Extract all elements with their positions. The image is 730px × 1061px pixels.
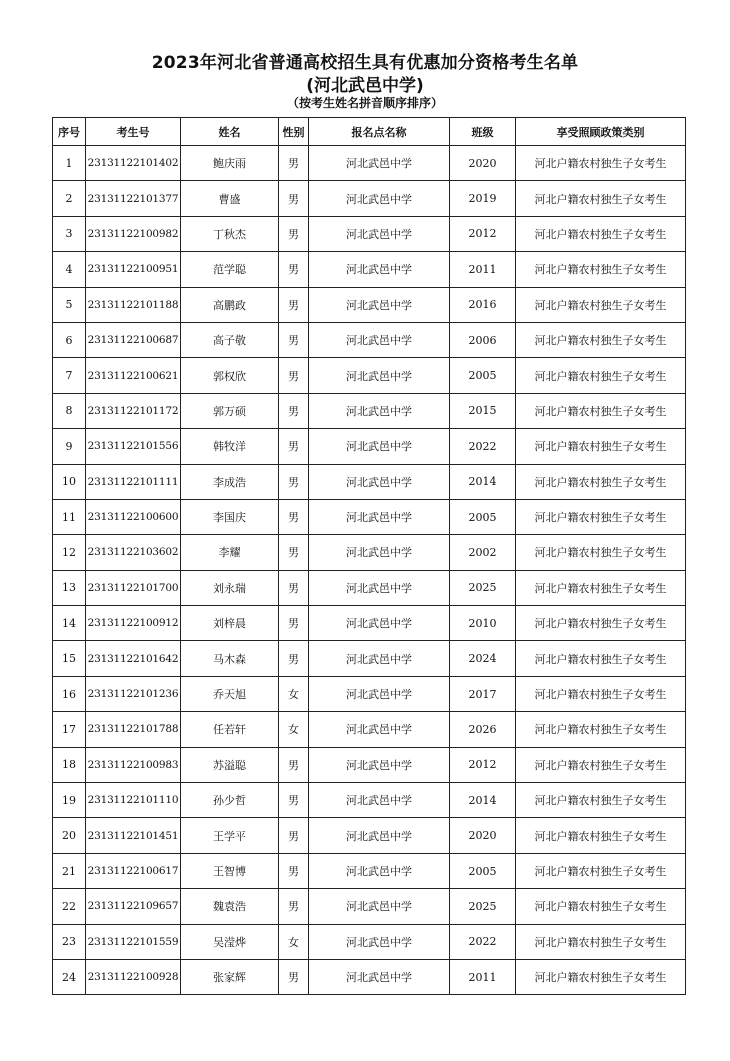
cell-registration-site: 河北武邑中学 <box>309 429 450 464</box>
cell-name: 李耀 <box>181 535 279 570</box>
cell-gender: 男 <box>279 606 309 641</box>
cell-policy-category: 河北户籍农村独生子女考生 <box>516 747 686 782</box>
cell-name: 任若轩 <box>181 712 279 747</box>
cell-gender: 男 <box>279 146 309 181</box>
cell-exam-number: 23131122101172 <box>86 393 181 428</box>
cell-exam-number: 23131122101556 <box>86 429 181 464</box>
cell-name: 刘梓晨 <box>181 606 279 641</box>
table-row <box>53 924 686 959</box>
cell-name: 李成浩 <box>181 464 279 499</box>
cell-registration-site: 河北武邑中学 <box>309 676 450 711</box>
cell-registration-site: 河北武邑中学 <box>309 358 450 393</box>
cell-index: 19 <box>53 783 86 818</box>
cell-name: 刘永瑞 <box>181 570 279 605</box>
cell-index: 5 <box>53 287 86 322</box>
cell-name: 韩牧洋 <box>181 429 279 464</box>
cell-policy-category: 河北户籍农村独生子女考生 <box>516 181 686 216</box>
table-row <box>53 535 686 570</box>
cell-name: 吴滢烨 <box>181 924 279 959</box>
cell-class: 2012 <box>450 216 516 251</box>
cell-registration-site: 河北武邑中学 <box>309 889 450 924</box>
table-row <box>53 783 686 818</box>
cell-exam-number: 23131122101110 <box>86 783 181 818</box>
cell-gender: 男 <box>279 393 309 428</box>
cell-class: 2014 <box>450 464 516 499</box>
cell-name: 郭权欣 <box>181 358 279 393</box>
cell-gender: 男 <box>279 429 309 464</box>
cell-index: 10 <box>53 464 86 499</box>
cell-policy-category: 河北户籍农村独生子女考生 <box>516 853 686 888</box>
cell-class: 2015 <box>450 393 516 428</box>
cell-exam-number: 23131122101188 <box>86 287 181 322</box>
cell-registration-site: 河北武邑中学 <box>309 853 450 888</box>
cell-policy-category: 河北户籍农村独生子女考生 <box>516 216 686 251</box>
cell-exam-number: 23131122100600 <box>86 499 181 534</box>
col-header-gender: 性别 <box>279 118 309 146</box>
cell-policy-category: 河北户籍农村独生子女考生 <box>516 429 686 464</box>
col-header-exam-number: 考生号 <box>86 118 181 146</box>
cell-name: 王智博 <box>181 853 279 888</box>
cell-exam-number: 23131122101788 <box>86 712 181 747</box>
cell-class: 2022 <box>450 924 516 959</box>
cell-exam-number: 23131122100928 <box>86 959 181 994</box>
table-row <box>53 818 686 853</box>
cell-policy-category: 河北户籍农村独生子女考生 <box>516 818 686 853</box>
cell-exam-number: 23131122101642 <box>86 641 181 676</box>
cell-gender: 女 <box>279 676 309 711</box>
cell-registration-site: 河北武邑中学 <box>309 535 450 570</box>
cell-registration-site: 河北武邑中学 <box>309 146 450 181</box>
cell-policy-category: 河北户籍农村独生子女考生 <box>516 535 686 570</box>
cell-name: 苏溢聪 <box>181 747 279 782</box>
cell-index: 13 <box>53 570 86 605</box>
cell-registration-site: 河北武邑中学 <box>309 322 450 357</box>
col-header-policy-category: 享受照顾政策类别 <box>516 118 686 146</box>
cell-exam-number: 23131122103602 <box>86 535 181 570</box>
cell-gender: 男 <box>279 216 309 251</box>
table-row <box>53 181 686 216</box>
cell-name: 李国庆 <box>181 499 279 534</box>
cell-index: 12 <box>53 535 86 570</box>
cell-gender: 女 <box>279 712 309 747</box>
cell-gender: 男 <box>279 464 309 499</box>
cell-gender: 男 <box>279 535 309 570</box>
cell-policy-category: 河北户籍农村独生子女考生 <box>516 606 686 641</box>
cell-policy-category: 河北户籍农村独生子女考生 <box>516 287 686 322</box>
cell-class: 2025 <box>450 889 516 924</box>
col-header-index: 序号 <box>53 118 86 146</box>
table-row <box>53 606 686 641</box>
table-row <box>53 676 686 711</box>
cell-exam-number: 23131122100912 <box>86 606 181 641</box>
cell-index: 7 <box>53 358 86 393</box>
cell-name: 高鹏政 <box>181 287 279 322</box>
cell-policy-category: 河北户籍农村独生子女考生 <box>516 322 686 357</box>
cell-gender: 男 <box>279 499 309 534</box>
cell-policy-category: 河北户籍农村独生子女考生 <box>516 924 686 959</box>
cell-class: 2025 <box>450 570 516 605</box>
cell-name: 曹盛 <box>181 181 279 216</box>
table-row <box>53 393 686 428</box>
cell-gender: 男 <box>279 853 309 888</box>
cell-registration-site: 河北武邑中学 <box>309 924 450 959</box>
cell-class: 2010 <box>450 606 516 641</box>
table-header-row <box>53 118 686 146</box>
cell-class: 2024 <box>450 641 516 676</box>
cell-exam-number: 23131122100982 <box>86 216 181 251</box>
cell-name: 马木森 <box>181 641 279 676</box>
table-row <box>53 146 686 181</box>
cell-gender: 男 <box>279 889 309 924</box>
cell-name: 乔天旭 <box>181 676 279 711</box>
cell-policy-category: 河北户籍农村独生子女考生 <box>516 393 686 428</box>
cell-class: 2005 <box>450 358 516 393</box>
col-header-name: 姓名 <box>181 118 279 146</box>
cell-class: 2002 <box>450 535 516 570</box>
cell-registration-site: 河北武邑中学 <box>309 712 450 747</box>
cell-registration-site: 河北武邑中学 <box>309 641 450 676</box>
cell-index: 15 <box>53 641 86 676</box>
table-row <box>53 216 686 251</box>
cell-gender: 男 <box>279 358 309 393</box>
cell-policy-category: 河北户籍农村独生子女考生 <box>516 146 686 181</box>
table-row <box>53 959 686 994</box>
cell-registration-site: 河北武邑中学 <box>309 252 450 287</box>
table-row <box>53 499 686 534</box>
cell-policy-category: 河北户籍农村独生子女考生 <box>516 783 686 818</box>
cell-name: 高子敬 <box>181 322 279 357</box>
document-title: 2023年河北省普通高校招生具有优惠加分资格考生名单 <box>151 53 579 73</box>
cell-policy-category: 河北户籍农村独生子女考生 <box>516 464 686 499</box>
cell-policy-category: 河北户籍农村独生子女考生 <box>516 676 686 711</box>
cell-policy-category: 河北户籍农村独生子女考生 <box>516 570 686 605</box>
cell-name: 张家辉 <box>181 959 279 994</box>
cell-registration-site: 河北武邑中学 <box>309 783 450 818</box>
cell-class: 2005 <box>450 853 516 888</box>
cell-gender: 女 <box>279 924 309 959</box>
cell-policy-category: 河北户籍农村独生子女考生 <box>516 889 686 924</box>
cell-gender: 男 <box>279 252 309 287</box>
table-row <box>53 429 686 464</box>
cell-exam-number: 23131122101559 <box>86 924 181 959</box>
cell-policy-category: 河北户籍农村独生子女考生 <box>516 959 686 994</box>
cell-class: 2012 <box>450 747 516 782</box>
cell-exam-number: 23131122101451 <box>86 818 181 853</box>
cell-gender: 男 <box>279 322 309 357</box>
cell-policy-category: 河北户籍农村独生子女考生 <box>516 641 686 676</box>
cell-class: 2016 <box>450 287 516 322</box>
table-row <box>53 747 686 782</box>
cell-exam-number: 23131122101402 <box>86 146 181 181</box>
sort-note: （按考生姓名拼音顺序排序） <box>286 96 443 110</box>
cell-name: 范学聪 <box>181 252 279 287</box>
cell-name: 王学平 <box>181 818 279 853</box>
table-row <box>53 358 686 393</box>
cell-exam-number: 23131122100983 <box>86 747 181 782</box>
cell-policy-category: 河北户籍农村独生子女考生 <box>516 712 686 747</box>
cell-index: 2 <box>53 181 86 216</box>
cell-index: 16 <box>53 676 86 711</box>
cell-registration-site: 河北武邑中学 <box>309 570 450 605</box>
table-row <box>53 322 686 357</box>
cell-index: 9 <box>53 429 86 464</box>
cell-index: 17 <box>53 712 86 747</box>
cell-registration-site: 河北武邑中学 <box>309 606 450 641</box>
cell-class: 2006 <box>450 322 516 357</box>
cell-exam-number: 23131122109657 <box>86 889 181 924</box>
cell-gender: 男 <box>279 818 309 853</box>
cell-name: 郭万硕 <box>181 393 279 428</box>
cell-index: 6 <box>53 322 86 357</box>
cell-exam-number: 23131122100687 <box>86 322 181 357</box>
cell-exam-number: 23131122101377 <box>86 181 181 216</box>
cell-index: 3 <box>53 216 86 251</box>
cell-class: 2026 <box>450 712 516 747</box>
cell-name: 孙少哲 <box>181 783 279 818</box>
cell-policy-category: 河北户籍农村独生子女考生 <box>516 252 686 287</box>
cell-name: 丁秋杰 <box>181 216 279 251</box>
cell-name: 鲍庆雨 <box>181 146 279 181</box>
cell-registration-site: 河北武邑中学 <box>309 393 450 428</box>
cell-index: 22 <box>53 889 86 924</box>
cell-exam-number: 23131122100621 <box>86 358 181 393</box>
cell-registration-site: 河北武邑中学 <box>309 959 450 994</box>
cell-registration-site: 河北武邑中学 <box>309 181 450 216</box>
cell-gender: 男 <box>279 641 309 676</box>
cell-index: 23 <box>53 924 86 959</box>
cell-exam-number: 23131122100617 <box>86 853 181 888</box>
cell-class: 2019 <box>450 181 516 216</box>
cell-gender: 男 <box>279 570 309 605</box>
cell-name: 魏袁浩 <box>181 889 279 924</box>
cell-exam-number: 23131122101236 <box>86 676 181 711</box>
cell-registration-site: 河北武邑中学 <box>309 287 450 322</box>
table-row <box>53 641 686 676</box>
table-row <box>53 570 686 605</box>
table-row <box>53 287 686 322</box>
cell-index: 1 <box>53 146 86 181</box>
cell-class: 2020 <box>450 146 516 181</box>
cell-gender: 男 <box>279 959 309 994</box>
table-row <box>53 889 686 924</box>
cell-registration-site: 河北武邑中学 <box>309 464 450 499</box>
table-row <box>53 252 686 287</box>
cell-registration-site: 河北武邑中学 <box>309 499 450 534</box>
cell-class: 2017 <box>450 676 516 711</box>
cell-index: 11 <box>53 499 86 534</box>
table-row <box>53 853 686 888</box>
cell-index: 4 <box>53 252 86 287</box>
cell-index: 8 <box>53 393 86 428</box>
table-row <box>53 712 686 747</box>
cell-exam-number: 23131122100951 <box>86 252 181 287</box>
cell-index: 14 <box>53 606 86 641</box>
cell-gender: 男 <box>279 181 309 216</box>
cell-class: 2022 <box>450 429 516 464</box>
cell-policy-category: 河北户籍农村独生子女考生 <box>516 358 686 393</box>
table-row <box>53 464 686 499</box>
cell-class: 2011 <box>450 252 516 287</box>
cell-registration-site: 河北武邑中学 <box>309 216 450 251</box>
cell-class: 2005 <box>450 499 516 534</box>
cell-exam-number: 23131122101700 <box>86 570 181 605</box>
candidate-table <box>52 117 686 995</box>
cell-gender: 男 <box>279 747 309 782</box>
col-header-class: 班级 <box>450 118 516 146</box>
cell-gender: 男 <box>279 783 309 818</box>
cell-class: 2020 <box>450 818 516 853</box>
school-title: (河北武邑中学) <box>306 76 424 96</box>
cell-index: 20 <box>53 818 86 853</box>
cell-exam-number: 23131122101111 <box>86 464 181 499</box>
cell-gender: 男 <box>279 287 309 322</box>
cell-policy-category: 河北户籍农村独生子女考生 <box>516 499 686 534</box>
cell-index: 24 <box>53 959 86 994</box>
cell-index: 21 <box>53 853 86 888</box>
col-header-registration-site: 报名点名称 <box>309 118 450 146</box>
cell-registration-site: 河北武邑中学 <box>309 818 450 853</box>
cell-index: 18 <box>53 747 86 782</box>
cell-registration-site: 河北武邑中学 <box>309 747 450 782</box>
cell-class: 2014 <box>450 783 516 818</box>
cell-class: 2011 <box>450 959 516 994</box>
